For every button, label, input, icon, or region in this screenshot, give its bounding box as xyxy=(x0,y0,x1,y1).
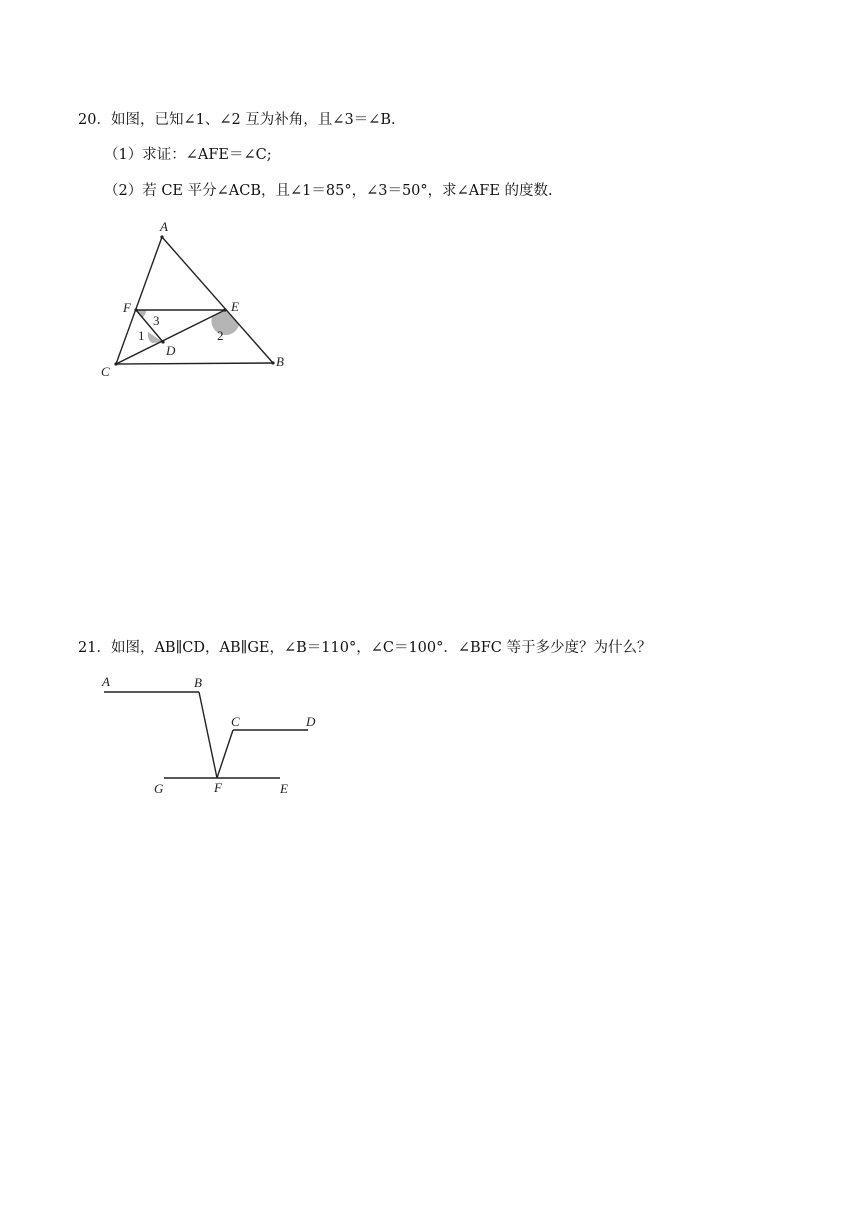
angle-2-label: 2 xyxy=(217,328,224,343)
q20-part1: （1）求证：∠AFE＝∠C; xyxy=(104,147,272,163)
point-E-label: E xyxy=(280,781,288,796)
angle-3-label: 3 xyxy=(153,313,160,328)
point-B-label: B xyxy=(194,675,202,690)
angle-1-label: 1 xyxy=(138,328,145,343)
point-A-label: A xyxy=(160,219,168,234)
point-E-label: E xyxy=(231,299,239,314)
q20-part2: （2）若 CE 平分∠ACB，且∠1＝85°，∠3＝50°，求∠AFE 的度数. xyxy=(104,183,553,199)
point-A-label: A xyxy=(102,674,110,689)
q21-stem: 21．如图，AB∥CD，AB∥GE，∠B＝110°，∠C＝100°．∠BFC 等于多少度？为什么？ xyxy=(78,640,652,656)
point-C-label: C xyxy=(231,714,240,729)
point-D-label: D xyxy=(306,714,316,729)
point-B-label: B xyxy=(276,354,284,369)
point-F-label: F xyxy=(214,780,222,795)
point-D-label: D xyxy=(166,343,176,358)
q20-figure xyxy=(90,215,310,385)
point-C-label: C xyxy=(101,364,110,379)
q20-stem: 20．如图，已知∠1、∠2 互为补角，且∠3＝∠B. xyxy=(78,112,396,128)
point-G-label: G xyxy=(154,781,164,796)
point-F-label: F xyxy=(123,300,131,315)
q21-figure xyxy=(90,668,340,808)
